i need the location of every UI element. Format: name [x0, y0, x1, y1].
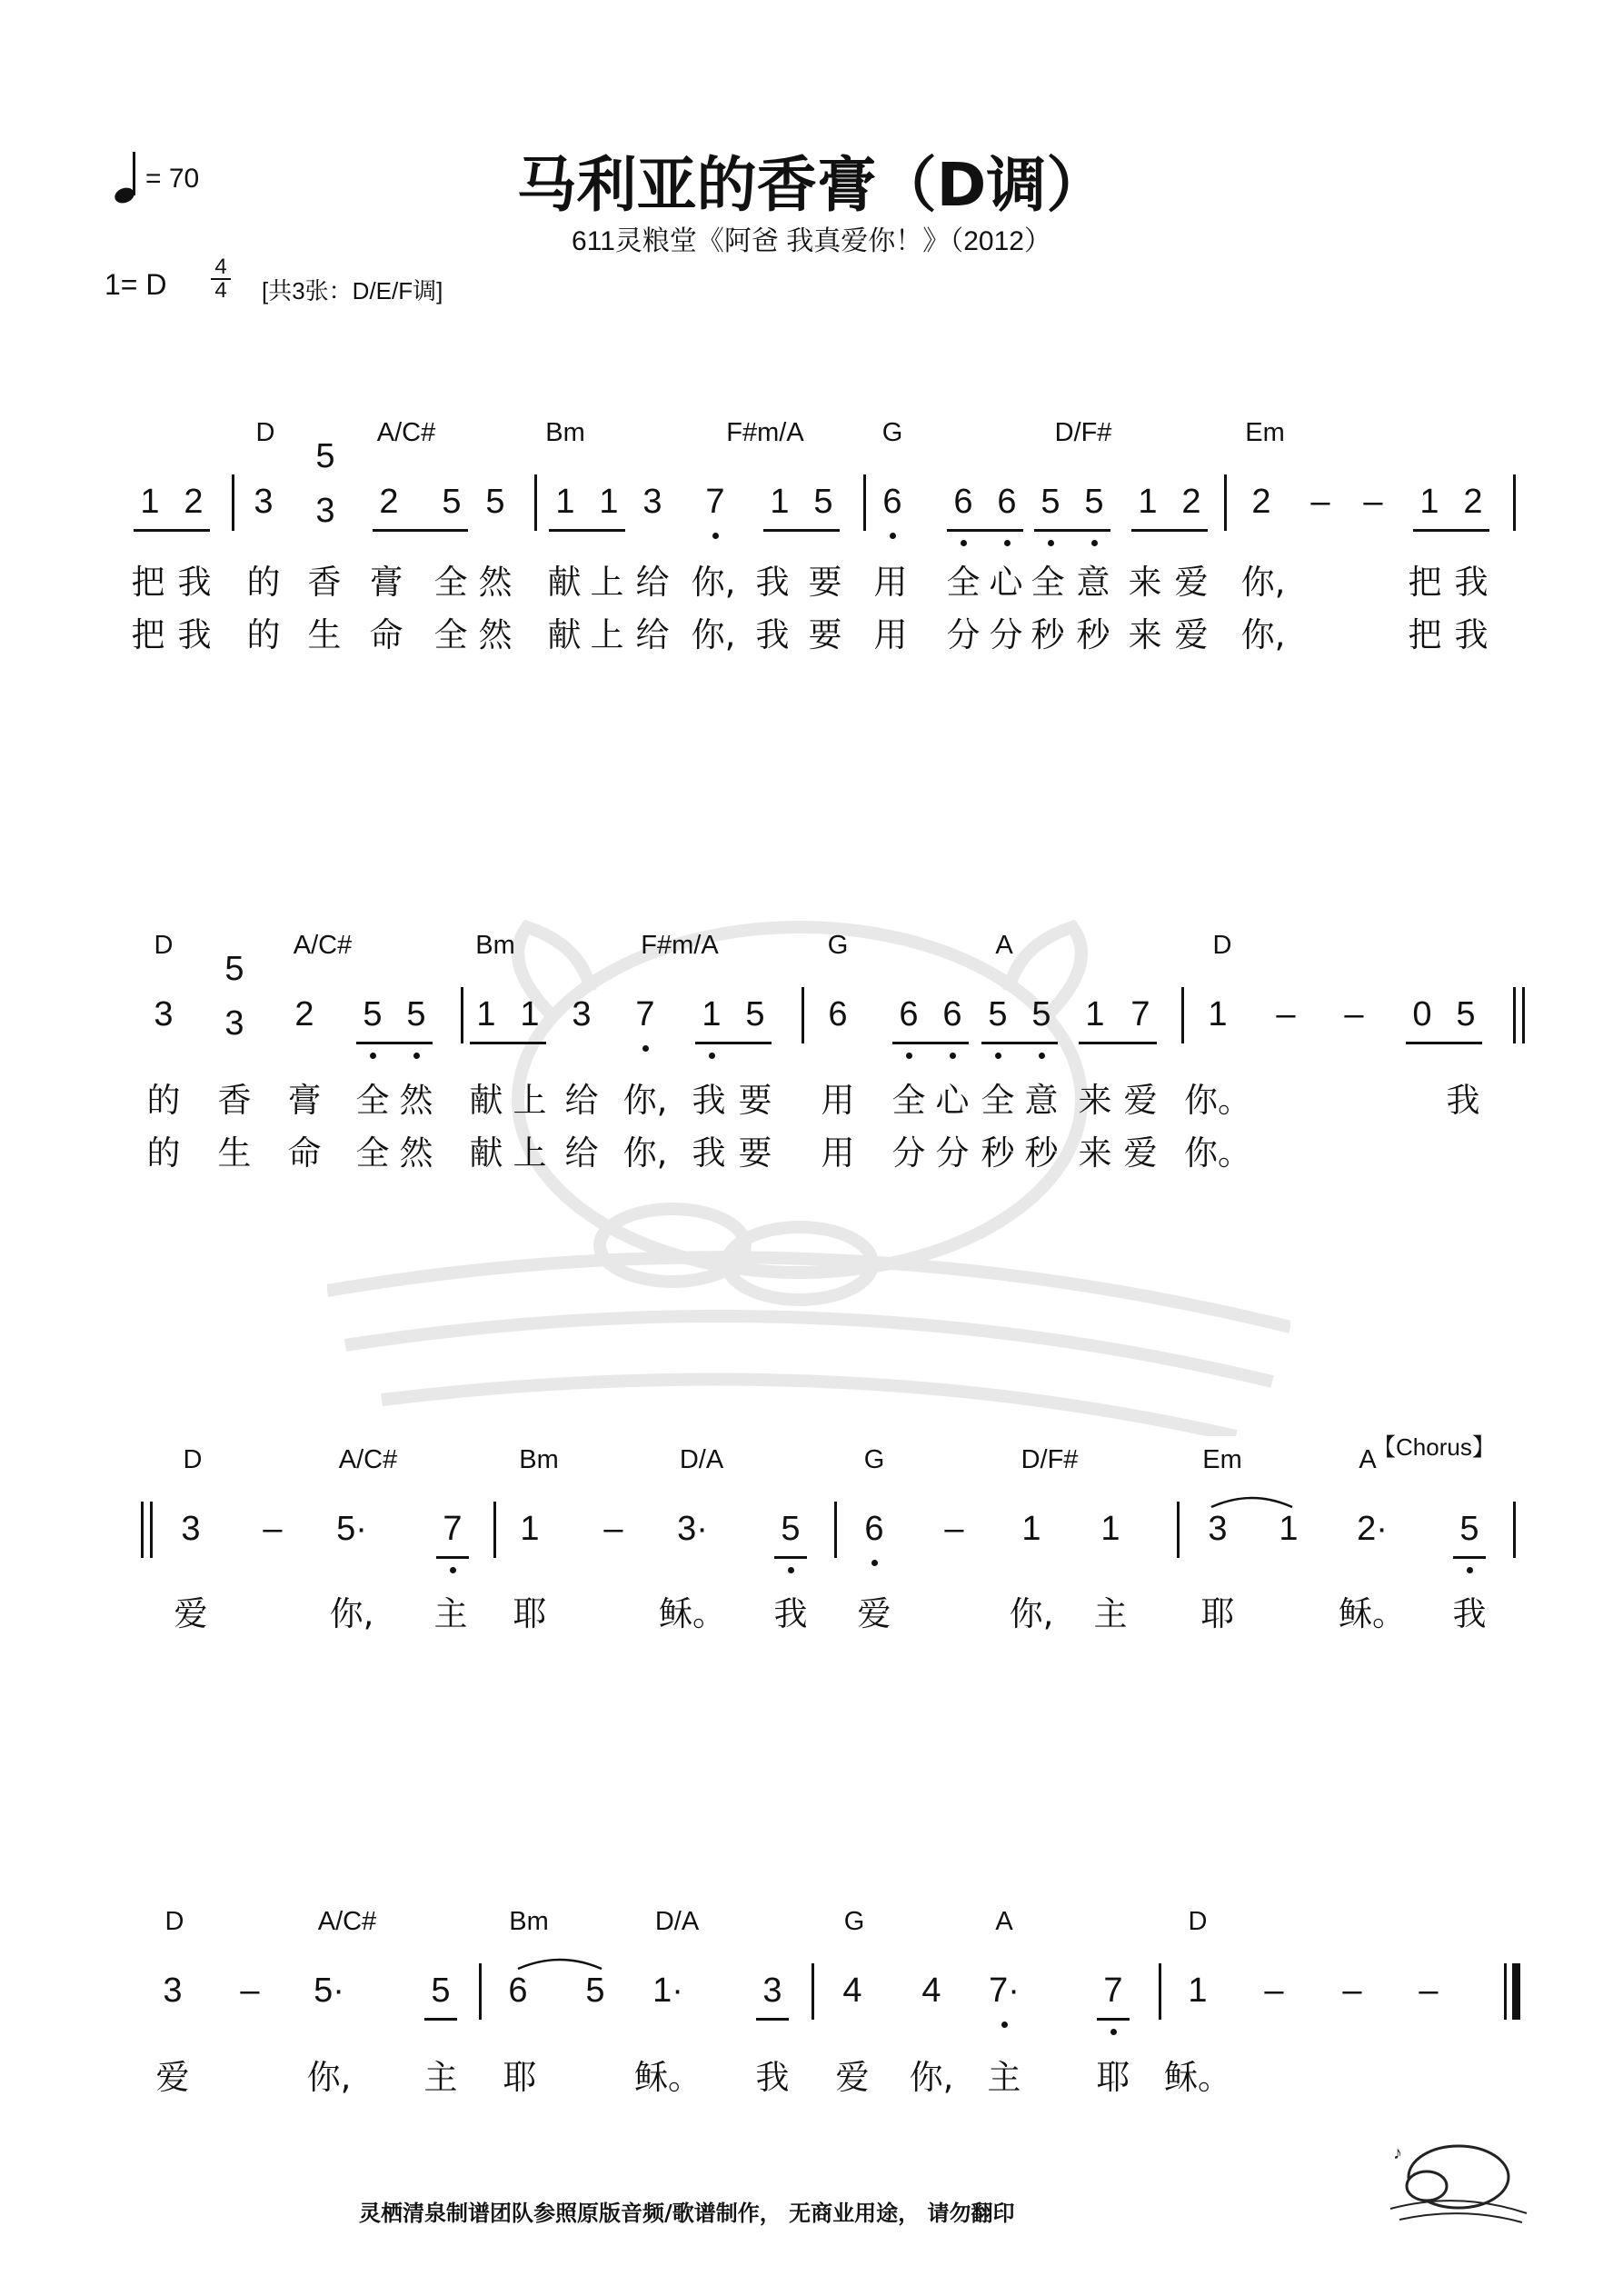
page-subtitle: 611灵粮堂《阿爸 我真爱你！》（2012）	[572, 226, 1051, 256]
lyric-char: 上	[590, 563, 624, 602]
note: 4	[921, 1972, 941, 2010]
chord-symbol: A/C#	[317, 1907, 377, 1936]
final-barline	[1512, 1963, 1520, 2020]
lyric-char: 来	[1078, 1081, 1112, 1120]
lyric-char: 主	[1093, 1594, 1128, 1633]
octave-dot-below	[1001, 2021, 1008, 2028]
lyric-char: 全	[891, 1081, 926, 1120]
lyric-char: 耶	[1200, 1594, 1235, 1633]
lyric-char: 稣。	[659, 1594, 726, 1633]
note: 1	[1021, 1510, 1041, 1548]
barline	[1159, 1963, 1161, 2020]
note: 3·	[677, 1510, 708, 1548]
lyric-char: 的	[146, 1081, 181, 1120]
note: 6	[942, 995, 962, 1033]
octave-dot-below	[788, 1567, 794, 1573]
eighth-underline	[424, 2018, 457, 2021]
eighth-underline	[549, 529, 625, 532]
lyric-char: 把	[1408, 563, 1442, 602]
note: 5·	[314, 1972, 344, 2010]
note: 2	[1181, 483, 1201, 521]
lyric-char: 爱	[155, 2058, 190, 2097]
dash-sustain: –	[1363, 483, 1383, 521]
barline	[863, 474, 866, 531]
lyric-char: 秒	[981, 1133, 1015, 1173]
lyric-char: 爱	[1174, 563, 1209, 602]
lyric-char: 稣。	[1164, 2058, 1231, 2097]
lyric-char: 全	[355, 1133, 390, 1173]
note: 5	[1031, 995, 1051, 1033]
chord-symbol: A	[995, 931, 1013, 960]
note: 2·	[1357, 1510, 1388, 1548]
key-signature: 1= D	[105, 268, 167, 301]
note: 3	[224, 1004, 244, 1043]
lyric-char: 意	[1076, 563, 1110, 602]
lyric-char: 然	[399, 1133, 433, 1173]
lyric-char: 你,	[306, 2058, 352, 2097]
note: 3	[181, 1510, 201, 1548]
note: 2	[379, 483, 399, 521]
chord-symbol: D/A	[654, 1907, 700, 1936]
chord-symbol: D	[164, 1907, 184, 1936]
dash-sustain: –	[240, 1972, 260, 2010]
lyric-char: 给	[635, 563, 670, 602]
lyric-char: 把	[131, 563, 165, 602]
barline	[1224, 474, 1227, 531]
lyric-char: 要	[738, 1081, 772, 1120]
chord-symbol: D	[154, 931, 174, 960]
lyric-char: 分	[989, 615, 1023, 654]
lyric-char: 分	[935, 1133, 970, 1173]
chord-symbol: A/C#	[293, 931, 353, 960]
double-barline	[150, 1502, 153, 1558]
note: 5	[1084, 483, 1104, 521]
lyric-char: 我	[755, 2058, 790, 2097]
note: 3	[572, 995, 592, 1033]
lyric-char: 爱	[857, 1594, 891, 1633]
lyric-char: 把	[131, 615, 165, 654]
octave-dot-below	[961, 540, 967, 546]
lyric-char: 耶	[503, 2058, 537, 2097]
chord-symbol: Em	[1245, 418, 1285, 447]
lyric-char: 膏	[369, 563, 403, 602]
chord-symbol: D	[1188, 1907, 1208, 1936]
lyric-char: 你,	[1240, 615, 1286, 654]
lyric-char: 命	[369, 615, 403, 654]
octave-dot-below	[370, 1053, 376, 1059]
note: 1·	[652, 1972, 683, 2010]
lyric-char: 我	[773, 1594, 808, 1633]
lyric-char: 要	[738, 1133, 772, 1173]
lyric-char: 全	[981, 1081, 1015, 1120]
dash-sustain: –	[603, 1510, 623, 1548]
logo-sheep-icon	[1386, 2131, 1531, 2227]
page-title: 马利亚的香膏（D调）	[516, 150, 1107, 220]
octave-dot-below	[906, 1053, 912, 1059]
chord-symbol: D/A	[679, 1445, 724, 1474]
barline	[802, 987, 804, 1043]
tie-slur	[515, 1951, 604, 1972]
eighth-underline	[134, 529, 210, 532]
octave-dot-below	[871, 1560, 878, 1566]
lyric-char: 你,	[622, 1081, 668, 1120]
quarter-note-icon	[114, 150, 141, 205]
lyric-char: 心	[935, 1081, 970, 1120]
lyric-char: 我	[1452, 1594, 1487, 1633]
lyric-char: 爱	[1174, 615, 1209, 654]
lyric-char: 给	[564, 1081, 599, 1120]
barline	[1513, 474, 1516, 531]
tempo-marking: = 70	[145, 164, 200, 194]
eighth-underline	[756, 2018, 789, 2021]
lyric-char: 膏	[287, 1081, 322, 1120]
lyric-char: 我	[177, 563, 212, 602]
lyric-char: 要	[808, 563, 842, 602]
time-signature: 4 4	[211, 256, 231, 302]
chord-note-upper: 5	[224, 950, 244, 988]
lyric-char: 然	[478, 563, 513, 602]
chord-symbol: G	[827, 931, 849, 960]
lyric-char: 意	[1024, 1081, 1059, 1120]
note: 6	[828, 995, 848, 1033]
note: 5	[585, 1972, 605, 2010]
lyric-char: 用	[821, 1081, 855, 1120]
note: 1	[520, 995, 540, 1033]
lyric-char: 献	[469, 1133, 503, 1173]
note: 6	[882, 483, 902, 521]
chord-symbol: A/C#	[338, 1445, 398, 1474]
note: 7	[1103, 1972, 1123, 2010]
octave-dot-below	[1091, 540, 1098, 546]
key-note: [共3张：D/E/F调]	[262, 277, 443, 304]
note: 1	[555, 483, 575, 521]
lyric-char: 香	[307, 563, 342, 602]
lyric-char: 全	[433, 615, 468, 654]
lyric-char: 献	[547, 615, 582, 654]
chord-symbol: G	[881, 418, 903, 447]
chord-symbol: Bm	[509, 1907, 549, 1936]
note: 3	[1208, 1510, 1228, 1548]
dash-sustain: –	[1276, 995, 1296, 1033]
barline	[834, 1502, 837, 1558]
chord-symbol: Bm	[475, 931, 515, 960]
note: 5	[442, 483, 462, 521]
lyric-char: 你,	[909, 2058, 954, 2097]
lyric-char: 给	[564, 1133, 599, 1173]
note: 5	[1456, 995, 1476, 1033]
lyric-char: 耶	[1096, 2058, 1130, 2097]
note: 3	[762, 1972, 782, 2010]
barline	[1181, 987, 1184, 1043]
note: 5	[988, 995, 1008, 1033]
note: 1	[1085, 995, 1105, 1033]
note: 2	[1463, 483, 1483, 521]
lyric-char: 我	[1446, 1081, 1480, 1120]
double-barline	[1522, 987, 1525, 1043]
lyric-char: 主	[433, 1594, 468, 1633]
chord-symbol: G	[843, 1907, 865, 1936]
lyric-char: 的	[246, 563, 281, 602]
lyric-char: 我	[755, 615, 790, 654]
lyric-char: 来	[1128, 563, 1162, 602]
note: 7	[443, 1510, 463, 1548]
barline	[493, 1502, 496, 1558]
eighth-underline	[436, 1556, 469, 1559]
eighth-underline	[1079, 1042, 1157, 1044]
octave-dot-below	[450, 1567, 456, 1573]
note: 1	[520, 1510, 540, 1548]
lyric-char: 你。	[1184, 1133, 1251, 1173]
note: 7	[705, 483, 725, 521]
note: 1	[476, 995, 496, 1033]
note: 5	[1459, 1510, 1479, 1548]
note: 4	[842, 1972, 862, 2010]
chord-symbol: D/F#	[1054, 418, 1112, 447]
note: 3	[254, 483, 274, 521]
eighth-underline	[1097, 2018, 1130, 2021]
lyric-char: 秒	[1024, 1133, 1059, 1173]
lyric-char: 上	[513, 1133, 547, 1173]
chord-symbol: F#m/A	[726, 418, 804, 447]
note: 5	[745, 995, 765, 1033]
lyric-char: 全	[946, 563, 981, 602]
eighth-underline	[892, 1042, 969, 1044]
octave-dot-below	[1039, 1053, 1045, 1059]
lyric-char: 生	[307, 615, 342, 654]
eighth-underline	[1406, 1042, 1482, 1044]
barline	[232, 474, 234, 531]
eighth-underline	[373, 529, 468, 532]
eighth-underline	[774, 1556, 807, 1559]
lyric-char: 我	[692, 1081, 726, 1120]
note: 2	[294, 995, 314, 1033]
chord-symbol: D	[1212, 931, 1232, 960]
octave-dot-below	[950, 1053, 956, 1059]
octave-dot-below	[413, 1053, 420, 1059]
chorus-marker: 【Chorus】	[1372, 1433, 1496, 1461]
dash-sustain: –	[1310, 483, 1330, 521]
note: 3	[642, 483, 662, 521]
eighth-underline	[470, 1042, 546, 1044]
chord-symbol: D	[183, 1445, 203, 1474]
note: 1	[1188, 1972, 1208, 2010]
lyric-char: 秒	[1031, 615, 1065, 654]
note: 5·	[336, 1510, 367, 1548]
octave-dot-below	[709, 1053, 715, 1059]
eighth-underline	[1034, 529, 1110, 532]
lyric-char: 香	[217, 1081, 252, 1120]
note: 6	[899, 995, 919, 1033]
svg-text:♪: ♪	[1393, 2143, 1402, 2163]
eighth-underline	[356, 1042, 433, 1044]
lyric-char: 我	[1454, 563, 1489, 602]
octave-dot-below	[1467, 1567, 1473, 1573]
lyric-char: 然	[399, 1081, 433, 1120]
note: 7	[635, 995, 655, 1033]
dash-sustain: –	[1419, 1972, 1439, 2010]
lyric-char: 你。	[1184, 1081, 1251, 1120]
lyric-char: 主	[423, 2058, 458, 2097]
lyric-char: 然	[478, 615, 513, 654]
note: 5	[781, 1510, 801, 1548]
note: 1	[1279, 1510, 1299, 1548]
lyric-char: 你,	[622, 1133, 668, 1173]
lyric-char: 我	[177, 615, 212, 654]
chord-symbol: Em	[1202, 1445, 1242, 1474]
lyric-char: 你,	[1240, 563, 1286, 602]
lyric-char: 用	[821, 1133, 855, 1173]
note: 7	[1130, 995, 1150, 1033]
lyric-char: 爱	[835, 2058, 870, 2097]
lyric-char: 献	[547, 563, 582, 602]
dash-sustain: –	[1344, 995, 1364, 1033]
eighth-underline	[695, 1042, 772, 1044]
lyric-char: 要	[808, 615, 842, 654]
lyric-char: 的	[246, 615, 281, 654]
footer-notice: 灵栖清泉制谱团队参照原版音频/歌谱制作， 无商业用途， 请勿翻印	[359, 2200, 1015, 2226]
lyric-char: 心	[989, 563, 1023, 602]
barline	[534, 474, 537, 531]
lyric-char: 你,	[691, 563, 736, 602]
final-barline	[1504, 1963, 1507, 2020]
lyric-char: 全	[355, 1081, 390, 1120]
note: 5	[485, 483, 505, 521]
lyric-char: 用	[873, 615, 908, 654]
lyric-char: 分	[946, 615, 981, 654]
chord-symbol: A	[995, 1907, 1013, 1936]
octave-dot-below	[1110, 2029, 1117, 2035]
lyric-char: 给	[635, 615, 670, 654]
barline	[1177, 1502, 1180, 1558]
barline	[812, 1963, 814, 2020]
barline	[1513, 1502, 1516, 1558]
lyric-char: 稣。	[634, 2058, 702, 2097]
lyric-char: 你,	[1009, 1594, 1054, 1633]
chord-note-upper: 5	[315, 437, 335, 475]
lyric-char: 分	[891, 1133, 926, 1173]
lyric-char: 你,	[691, 615, 736, 654]
note: 3	[163, 1972, 183, 2010]
note: 1	[1419, 483, 1439, 521]
eighth-underline	[981, 1042, 1058, 1044]
lyric-char: 生	[217, 1133, 252, 1173]
eighth-underline	[1453, 1556, 1486, 1559]
note: 1	[1138, 483, 1158, 521]
eighth-underline	[763, 529, 840, 532]
barline	[461, 987, 463, 1043]
octave-dot-below	[712, 533, 719, 539]
note: 6	[864, 1510, 884, 1548]
note: 1	[702, 995, 722, 1033]
note: 6	[997, 483, 1017, 521]
lyric-char: 用	[873, 563, 908, 602]
note: 5	[363, 995, 383, 1033]
octave-dot-below	[1048, 540, 1054, 546]
chord-symbol: D	[255, 418, 275, 447]
lyric-char: 全	[433, 563, 468, 602]
note: 0	[1412, 995, 1432, 1033]
octave-dot-below	[1004, 540, 1011, 546]
chord-symbol: D/F#	[1021, 1445, 1079, 1474]
eighth-underline	[1413, 529, 1489, 532]
octave-dot-below	[995, 1053, 1001, 1059]
lyric-char: 稣。	[1339, 1594, 1406, 1633]
note: 2	[184, 483, 204, 521]
eighth-underline	[1131, 529, 1208, 532]
lyric-char: 爱	[174, 1594, 208, 1633]
eighth-underline	[947, 529, 1023, 532]
note: 2	[1251, 483, 1271, 521]
dash-sustain: –	[1264, 1972, 1284, 2010]
note: 1	[140, 483, 160, 521]
chord-symbol: Bm	[545, 418, 585, 447]
note: 5	[1041, 483, 1060, 521]
note: 1	[1100, 1510, 1120, 1548]
lyric-char: 我	[1454, 615, 1489, 654]
lyric-char: 来	[1128, 615, 1162, 654]
dash-sustain: –	[944, 1510, 964, 1548]
double-barline	[141, 1502, 144, 1558]
note: 1	[770, 483, 790, 521]
note: 3	[154, 995, 174, 1033]
note: 7·	[989, 1972, 1020, 2010]
lyric-char: 上	[513, 1081, 547, 1120]
lyric-char: 爱	[1123, 1133, 1158, 1173]
note: 6	[953, 483, 973, 521]
lyric-char: 命	[287, 1133, 322, 1173]
chord-symbol: F#m/A	[641, 931, 719, 960]
double-barline	[1513, 987, 1516, 1043]
lyric-char: 我	[755, 563, 790, 602]
lyric-char: 全	[1031, 563, 1065, 602]
lyric-char: 献	[469, 1081, 503, 1120]
note: 1	[599, 483, 619, 521]
note: 5	[431, 1972, 451, 2010]
chord-symbol: Bm	[519, 1445, 559, 1474]
chord-symbol: G	[863, 1445, 885, 1474]
chord-symbol: A	[1359, 1445, 1377, 1474]
note: 6	[508, 1972, 528, 2010]
dash-sustain: –	[1342, 1972, 1362, 2010]
note: 3	[315, 492, 335, 530]
lyric-char: 爱	[1123, 1081, 1158, 1120]
barline	[479, 1963, 482, 2020]
lyric-char: 秒	[1076, 615, 1110, 654]
dash-sustain: –	[263, 1510, 283, 1548]
note: 5	[406, 995, 426, 1033]
lyric-char: 你,	[329, 1594, 374, 1633]
lyric-char: 我	[692, 1133, 726, 1173]
octave-dot-below	[890, 533, 896, 539]
octave-dot-below	[642, 1045, 649, 1052]
tie-slur	[1209, 1489, 1295, 1511]
lyric-char: 上	[590, 615, 624, 654]
lyric-char: 把	[1408, 615, 1442, 654]
lyric-char: 来	[1078, 1133, 1112, 1173]
lyric-char: 耶	[513, 1594, 547, 1633]
note: 1	[1208, 995, 1228, 1033]
note: 5	[813, 483, 833, 521]
lyric-char: 主	[987, 2058, 1021, 2097]
lyric-char: 的	[146, 1133, 181, 1173]
chord-symbol: A/C#	[376, 418, 436, 447]
